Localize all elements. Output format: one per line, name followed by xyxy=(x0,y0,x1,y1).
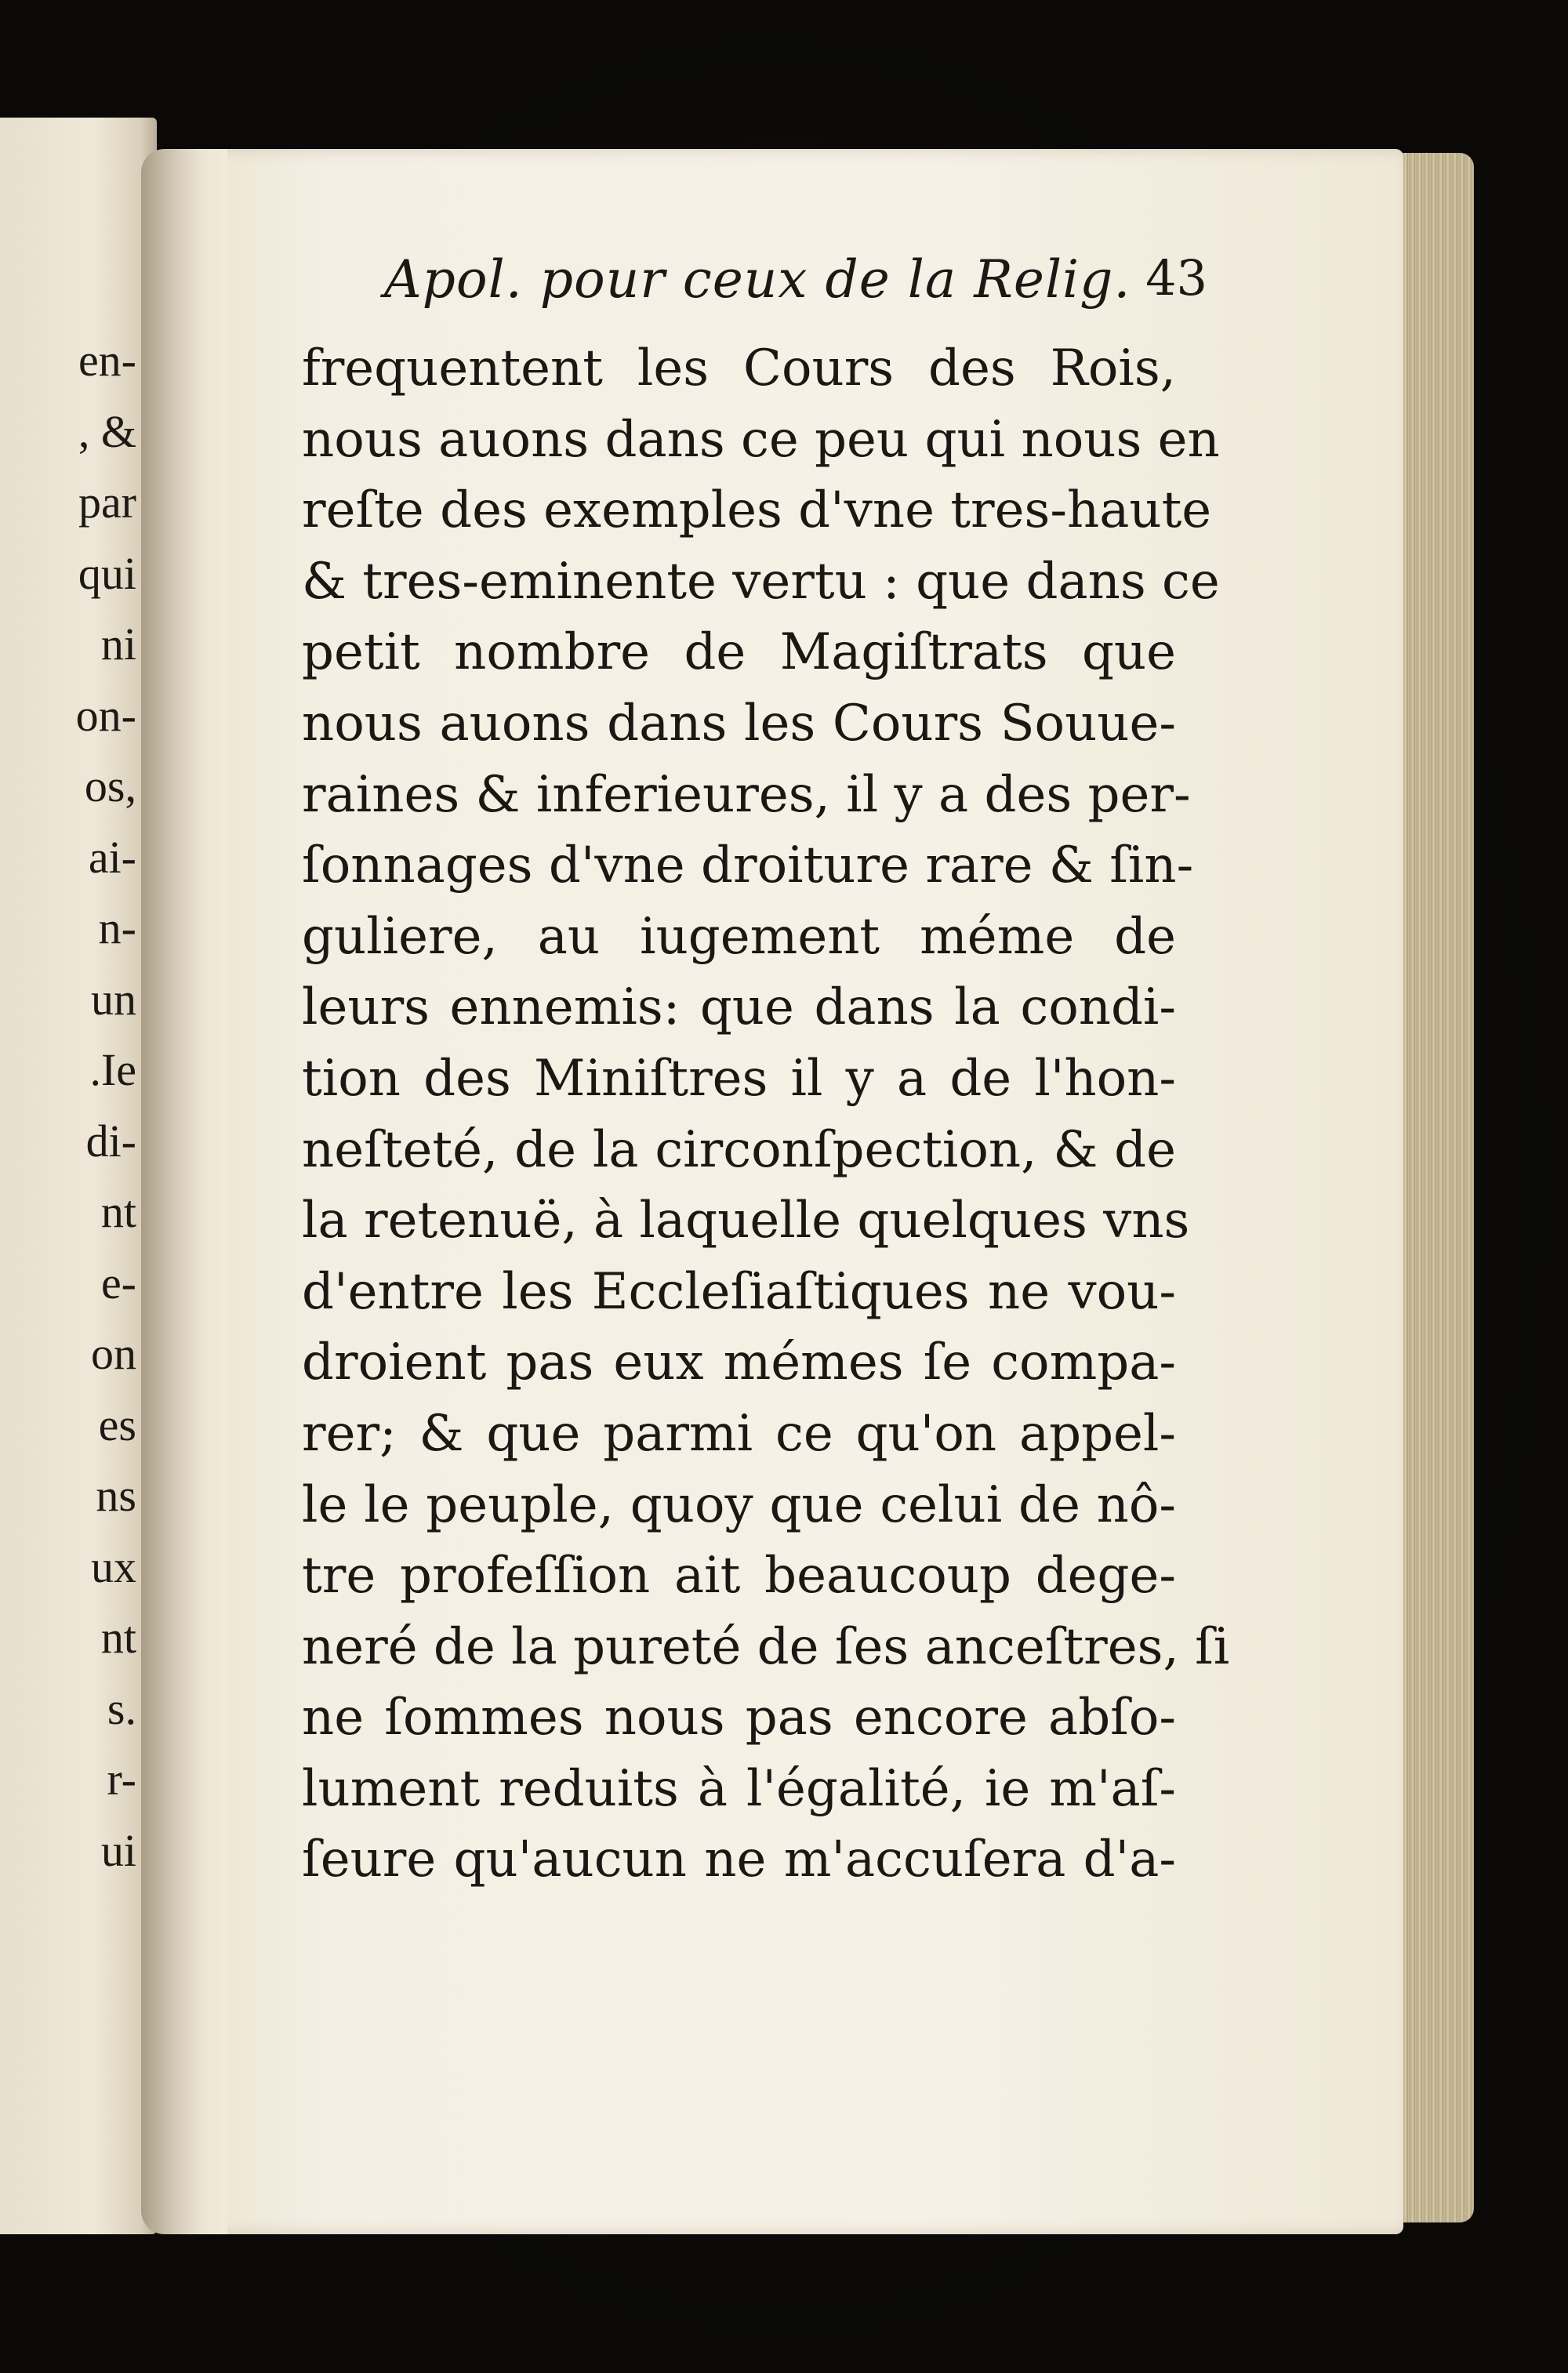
text-line: guliere, au iugement méme de xyxy=(302,907,1176,966)
left-line-fragment: ni xyxy=(100,619,136,669)
left-line-fragment: n- xyxy=(98,902,136,953)
left-line-fragment: di- xyxy=(85,1115,136,1167)
text-line: le le peuple, quoy que celui de nô- xyxy=(302,1475,1176,1534)
book-gutter xyxy=(141,149,227,2234)
left-line-fragment: on- xyxy=(75,689,136,741)
text-line: raines & inferieures, il y a des per- xyxy=(302,765,1191,824)
left-line-fragment: un xyxy=(91,973,136,1025)
text-line: & tres-eminente vertu : que dans ce xyxy=(302,552,1220,611)
text-line: la retenuë, à laquelle quelques vns xyxy=(302,1192,1190,1250)
running-head xyxy=(384,249,1207,320)
left-line-fragment: qui xyxy=(78,547,136,599)
text-line: ſeure qu'aucun ne m'accuſera d'a- xyxy=(302,1831,1176,1889)
text-line: neſteté, de la circonſpection, & de xyxy=(302,1120,1176,1179)
text-line: neré de la pureté de ſes anceſtres, ſi xyxy=(302,1617,1230,1676)
text-line: rer; & que parmi ce qu'on appel- xyxy=(302,1404,1176,1463)
left-line-fragment: es xyxy=(98,1399,136,1450)
text-line: tre profeſſion ait beaucoup dege- xyxy=(302,1547,1176,1606)
text-line: droient pas eux mémes ſe compa- xyxy=(302,1333,1176,1392)
body-text xyxy=(302,333,1230,1896)
left-line-fragment: ux xyxy=(91,1540,136,1592)
text-line: reſte des exemples d'vne tres-haute xyxy=(302,481,1212,540)
left-line-fragment: s. xyxy=(107,1682,136,1734)
running-title: Apol. pour ceux de la Relig. xyxy=(384,249,1131,310)
left-line-fragment: ui xyxy=(100,1824,136,1876)
left-line-fragment: os, xyxy=(84,760,136,811)
left-line-fragment: .Ie xyxy=(89,1044,136,1095)
left-line-fragment: ns xyxy=(96,1470,136,1521)
left-line-fragment: r- xyxy=(107,1754,136,1805)
text-line: petit nombre de Magiſtrats que xyxy=(302,623,1176,682)
left-line-fragment: , & xyxy=(78,405,136,457)
left-line-fragment: nt xyxy=(100,1186,136,1237)
left-line-fragment: on xyxy=(91,1328,136,1379)
left-line-fragment: nt xyxy=(100,1612,136,1663)
text-line: lument reduits à l'égalité, ie m'aſ- xyxy=(302,1759,1176,1818)
text-line: nous auons dans les Cours Souue- xyxy=(302,694,1176,753)
page-number: 43 xyxy=(1145,249,1207,307)
text-line: nous auons dans ce peu qui nous en xyxy=(302,410,1220,469)
left-page xyxy=(0,118,157,2234)
left-line-fragment: e- xyxy=(100,1257,136,1308)
left-line-fragment: ai- xyxy=(88,831,136,883)
left-page-text xyxy=(76,325,136,1886)
text-line: frequentent les Cours des Rois, xyxy=(302,339,1176,397)
left-line-fragment: par xyxy=(78,477,136,528)
text-line: ſonnages d'vne droiture rare & ſin- xyxy=(302,836,1194,895)
left-line-fragment: en- xyxy=(78,335,136,386)
text-line: leurs ennemis: que dans la condi- xyxy=(302,978,1176,1037)
text-line: tion des Miniſtres il y a de l'hon- xyxy=(302,1049,1176,1108)
text-line: d'entre les Eccleſiaſtiques ne vou- xyxy=(302,1262,1176,1321)
text-line: ne ſommes nous pas encore abſo- xyxy=(302,1689,1176,1747)
